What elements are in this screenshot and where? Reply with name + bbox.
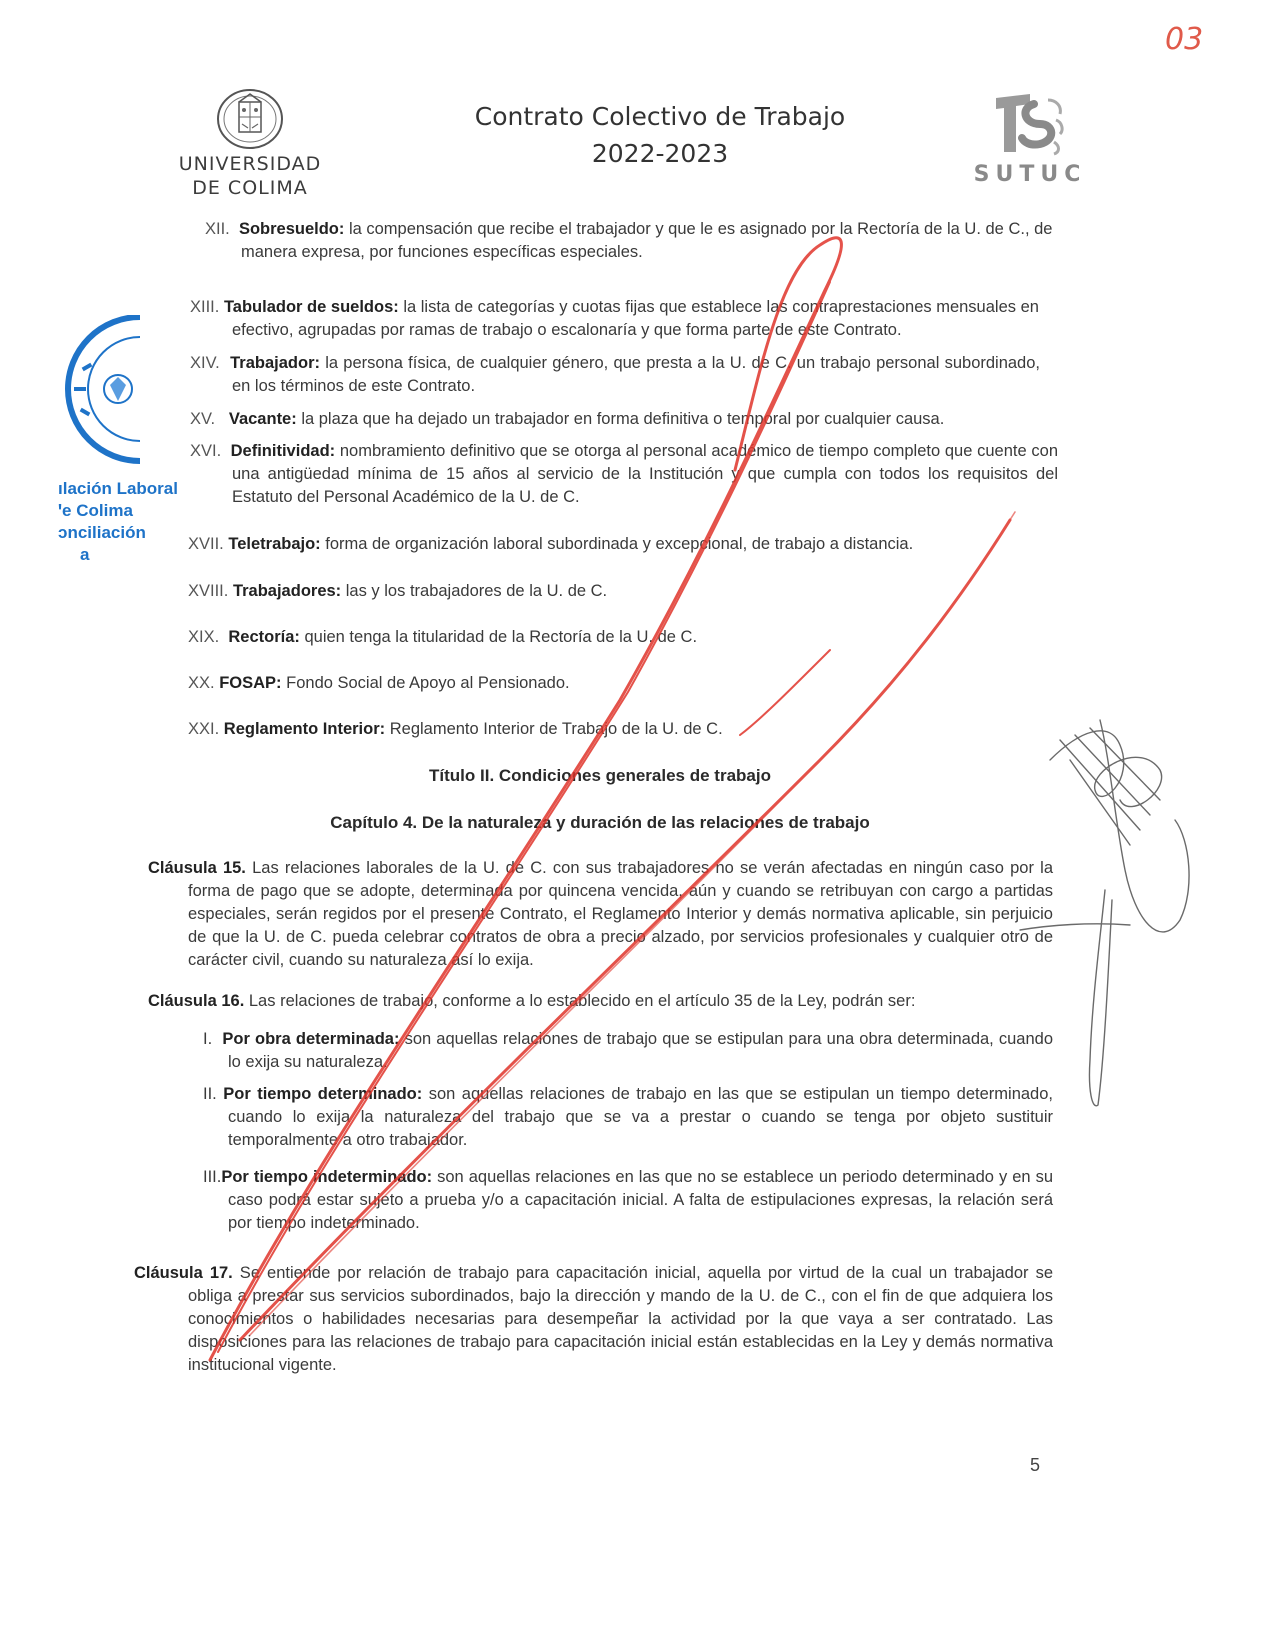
item-term: Por obra determinada: <box>222 1030 400 1048</box>
definition-item <box>190 296 1040 342</box>
definition-text: la compensación que recibe el trabajador y que le es asignado por la Rectoría de la U. de C., de manera expresa, por funciones específicas especiales. <box>241 220 1053 261</box>
clause-label: Cláusula 16. <box>148 992 245 1010</box>
document-title <box>380 98 940 172</box>
definition-number: XIX. <box>188 628 220 646</box>
definition-term: Teletrabajo: <box>228 535 321 553</box>
definition-term: Vacante: <box>228 410 297 428</box>
item-number: II. <box>203 1085 217 1103</box>
chapter-heading: Capítulo 4. De la naturaleza y duración de las relaciones de trabajo <box>330 813 870 832</box>
definition-number: XVII. <box>188 535 224 553</box>
item-term: Por tiempo determinado: <box>223 1085 423 1103</box>
definition-term: Reglamento Interior: <box>223 720 386 738</box>
clause-label: Cláusula 17. <box>134 1264 233 1282</box>
definition-number: XIII. <box>190 298 220 316</box>
title-line2: 2022-2023 <box>591 139 729 168</box>
title-heading: Título II. Condiciones generales de trabajo <box>429 766 771 785</box>
item-number: I. <box>203 1030 213 1048</box>
official-stamp-icon <box>60 315 140 465</box>
definition-text: Reglamento Interior de Trabajo de la U. de C. <box>385 720 723 738</box>
title-line1: Contrato Colectivo de Trabajo <box>474 102 846 131</box>
clause-text: Las relaciones de trabajo, conforme a lo establecido en el artículo 35 de la Ley, podrán ser: <box>244 992 916 1010</box>
definition-number: XV. <box>190 410 216 428</box>
handwritten-page-mark: 03 <box>1165 22 1204 57</box>
definition-term: Trabajador: <box>230 354 320 372</box>
clause-16 <box>148 990 1053 1013</box>
definition-term: FOSAP: <box>219 674 282 692</box>
stamp-line2: ꞌe Colima <box>58 501 133 520</box>
clause-16-item <box>203 1028 1053 1074</box>
clause-text: Las relaciones laborales de la U. de C. con sus trabajadores no se verán afectadas en ningún caso por la forma de pago que se adopte, determinada por quincena vencida, aún y cuando se retribuyan con cargo a partidas especiales, serán regidos por el presente Contrato, el Reglamento Interior y demás normativa aplicable, sin perjuicio de que la U. de C. pueda celebrar contratos de obra a precio alzado, por servicios profesionales y cualquier otro de carácter civil, cuando su naturaleza así lo exija. <box>188 859 1054 969</box>
definition-term: Sobresueldo: <box>238 220 345 238</box>
clause-17 <box>134 1262 1053 1377</box>
item-text: son aquellas relaciones de trabajo en las que se estipulan un tiempo determinado, cuando lo exija la naturaleza del trabajo que se va a prestar o cuando se tenga por objeto sustituir temporalmente a otro trabajador. <box>228 1085 1053 1149</box>
university-name-line2: DE COLIMA <box>192 177 308 199</box>
definition-term: Rectoría: <box>228 628 300 646</box>
definition-term: Tabulador de sueldos: <box>223 298 399 316</box>
definition-item <box>190 352 1040 398</box>
sutuc-emblem-icon <box>990 90 1070 160</box>
stamp-line1: ılación Laboral <box>58 479 178 498</box>
definition-item <box>190 408 1040 431</box>
page-number: 5 <box>1030 1455 1041 1475</box>
definition-text: Fondo Social de Apoyo al Pensionado. <box>281 674 570 692</box>
university-logo <box>175 88 325 200</box>
definition-item <box>188 626 1048 649</box>
coat-of-arms-icon <box>215 88 285 150</box>
item-number: III. <box>203 1168 222 1186</box>
clause-label: Cláusula 15. <box>148 859 246 877</box>
union-name: SUTUC <box>973 162 1087 187</box>
stamp-text <box>58 478 178 566</box>
definition-text: la plaza que ha dejado un trabajador en forma definitiva o temporal por cualquier causa. <box>296 410 945 428</box>
item-text: son aquellas relaciones de trabajo que se estipulan para una obra determinada, cuando lo exija su naturaleza. <box>228 1030 1053 1071</box>
definition-item <box>205 218 1060 264</box>
definition-number: XVIII. <box>188 582 229 600</box>
definition-item <box>188 580 1048 603</box>
stamp-line3: ɔnciliación <box>58 523 146 542</box>
definition-text: la lista de categorías y cuotas fijas que establece las contraprestaciones mensuales en efectivo, agrupadas por ramas de trabajo o escalonaría y que forma parte de este Contrato. <box>232 298 1039 339</box>
definition-number: XVI. <box>190 442 222 460</box>
union-logo <box>965 90 1095 187</box>
item-text: son aquellas relaciones en las que no se establece un periodo determinado y en su caso podrá estar sujeto a prueba y/o a capacitación inicial. A falta de estipulaciones expresas, la relación será por tiempo indeterminado. <box>228 1168 1054 1232</box>
clause-text: Se entiende por relación de trabajo para capacitación inicial, aquella por virtud de la cual un trabajador se obliga a prestar sus servicios subordinados, bajo la dirección y mando de la U. de C., con el fin de que adquiera los conocimientos o habilidades necesarias para desempeñar la actividad por la que vaya a ser contratado. Las disposiciones para las relaciones de trabajo para capacitación inicial están establecidas en la Ley y demás normativa institucional vigente. <box>188 1264 1054 1374</box>
clause-16-item <box>203 1083 1053 1152</box>
definition-item <box>190 440 1058 509</box>
item-term: Por tiempo indeterminado: <box>221 1168 433 1186</box>
clause-16-item <box>203 1166 1053 1235</box>
definition-number: XX. <box>188 674 215 692</box>
definition-text: forma de organización laboral subordinada y excepcional, de trabajo a distancia. <box>320 535 914 553</box>
university-name-line1: UNIVERSIDAD <box>178 153 322 175</box>
definition-text: quien tenga la titularidad de la Rectoría de la U. de C. <box>299 628 698 646</box>
definition-number: XII. <box>205 220 230 238</box>
definition-text: la persona física, de cualquier género, que presta a la U. de C. un trabajo personal subordinado, en los términos de este Contrato. <box>232 354 1040 395</box>
definition-number: XXI. <box>188 720 220 738</box>
definition-text: nombramiento definitivo que se otorga al personal académico de tiempo completo que cuente con una antigüedad mínima de 15 años al servicio de la Institución y que cumpla con todos los requisitos del Estatuto del Personal Académico de la U. de C. <box>232 442 1058 506</box>
definition-item <box>188 718 1048 741</box>
stamp-line4: a <box>80 545 90 564</box>
definition-item <box>188 672 1048 695</box>
definition-term: Trabajadores: <box>232 582 342 600</box>
definition-item <box>188 533 1048 556</box>
definition-text: las y los trabajadores de la U. de C. <box>341 582 608 600</box>
clause-15 <box>148 857 1053 972</box>
definition-number: XIV. <box>190 354 220 372</box>
definition-term: Definitividad: <box>230 442 336 460</box>
